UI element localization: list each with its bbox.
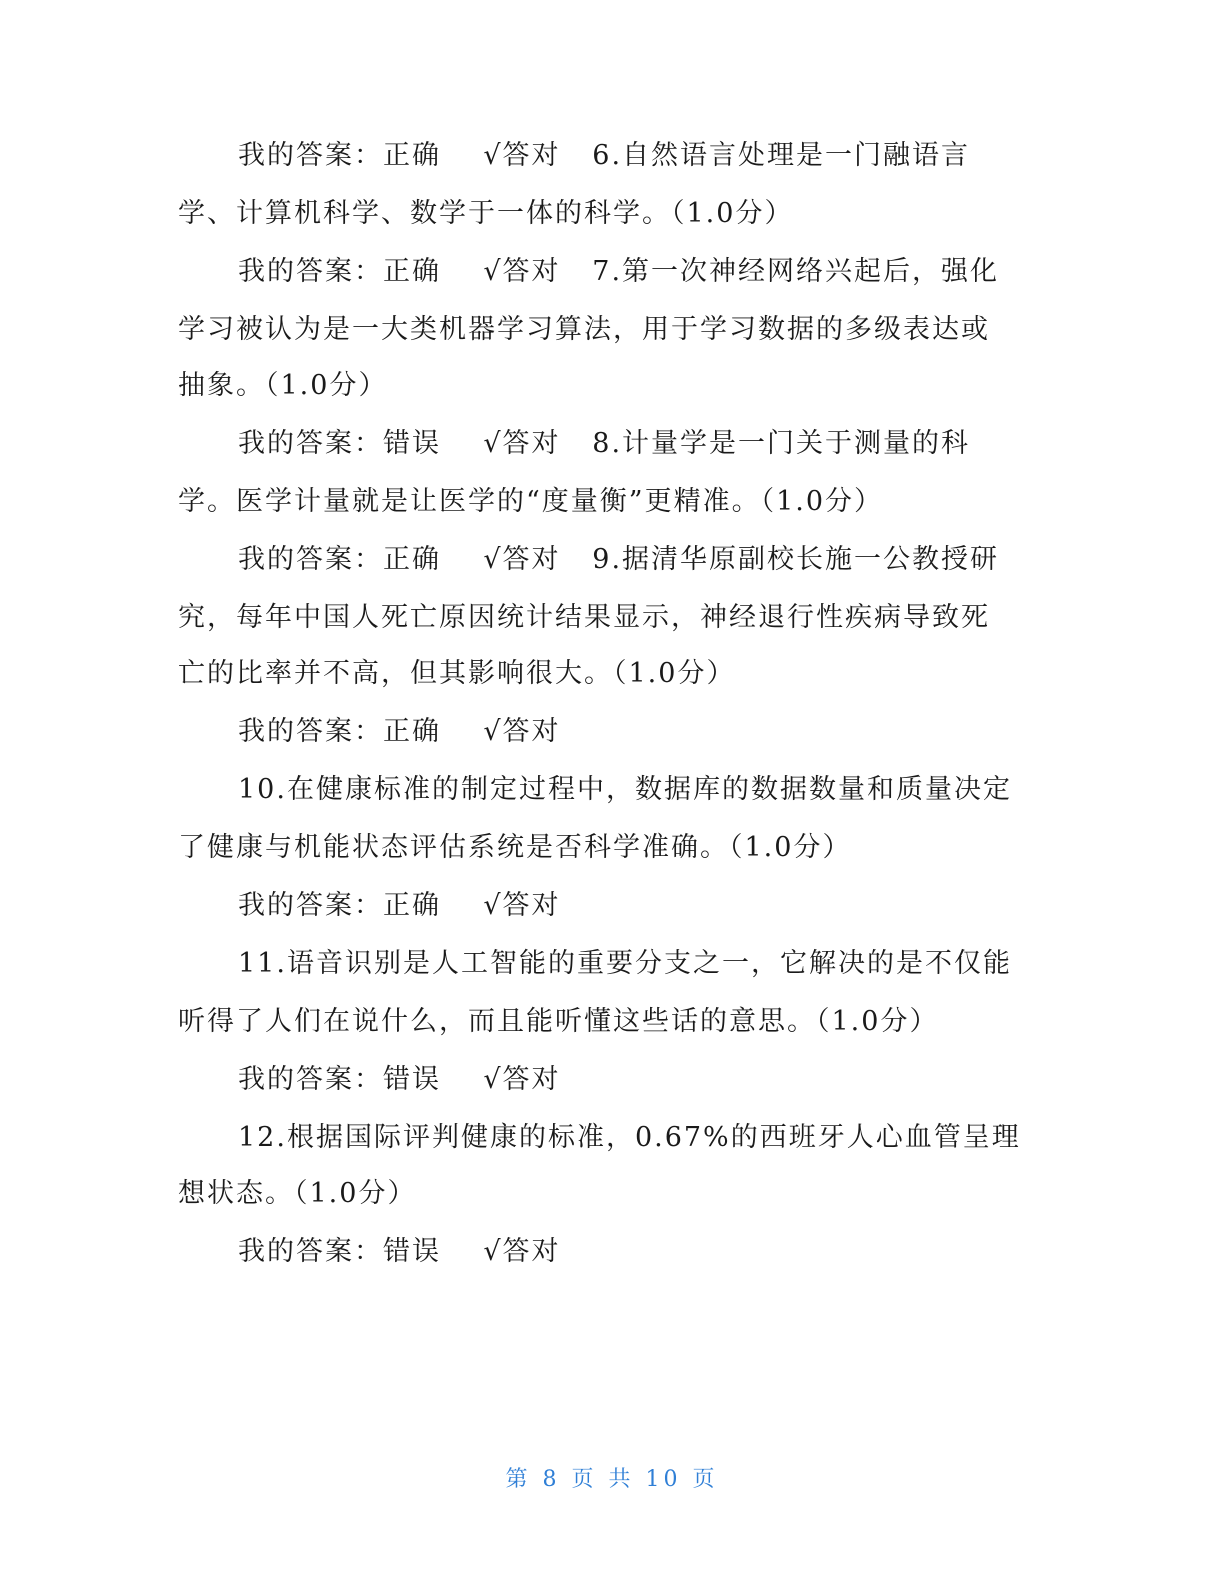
answer-line-9: 我的答案：正确 √答对 9.据清华原副校长施一公教授研	[238, 544, 1000, 575]
question-text: 究，每年中国人死亡原因统计结果显示，神经退行性疾病导致死	[178, 602, 990, 633]
question-text: 抽象。（1.0分）	[178, 370, 388, 401]
answer-line: 我的答案：错误 √答对	[238, 1236, 561, 1267]
answer-line-7: 我的答案：正确 √答对 7.第一次神经网络兴起后，强化	[238, 256, 1000, 287]
answer-line-6: 我的答案：正确 √答对 6.自然语言处理是一门融语言	[238, 140, 971, 171]
answer-line: 我的答案：正确 √答对	[238, 716, 561, 747]
question-text: 想状态。（1.0分）	[178, 1178, 417, 1209]
question-text: 学。医学计量就是让医学的“度量衡”更精准。（1.0分）	[178, 486, 884, 517]
question-10: 10.在健康标准的制定过程中，数据库的数据数量和质量决定	[238, 774, 1012, 805]
question-text: 了健康与机能状态评估系统是否科学准确。（1.0分）	[178, 832, 852, 863]
question-text: 亡的比率并不高，但其影响很大。（1.0分）	[178, 658, 736, 689]
answer-line: 我的答案：错误 √答对	[238, 1064, 561, 1095]
answer-line-8: 我的答案：错误 √答对 8.计量学是一门关于测量的科	[238, 428, 971, 459]
question-text: 学习被认为是一大类机器学习算法，用于学习数据的多级表达或	[178, 314, 990, 345]
page-number-footer: 第 8 页 共 10 页	[505, 1467, 719, 1492]
question-12: 12.根据国际评判健康的标准，0.67%的西班牙人心血管呈理	[238, 1122, 1021, 1153]
question-11: 11.语音识别是人工智能的重要分支之一，它解决的是不仅能	[238, 948, 1012, 979]
question-text: 学、计算机科学、数学于一体的科学。（1.0分）	[178, 198, 794, 229]
answer-line: 我的答案：正确 √答对	[238, 890, 561, 921]
question-text: 听得了人们在说什么，而且能听懂这些话的意思。（1.0分）	[178, 1006, 939, 1037]
